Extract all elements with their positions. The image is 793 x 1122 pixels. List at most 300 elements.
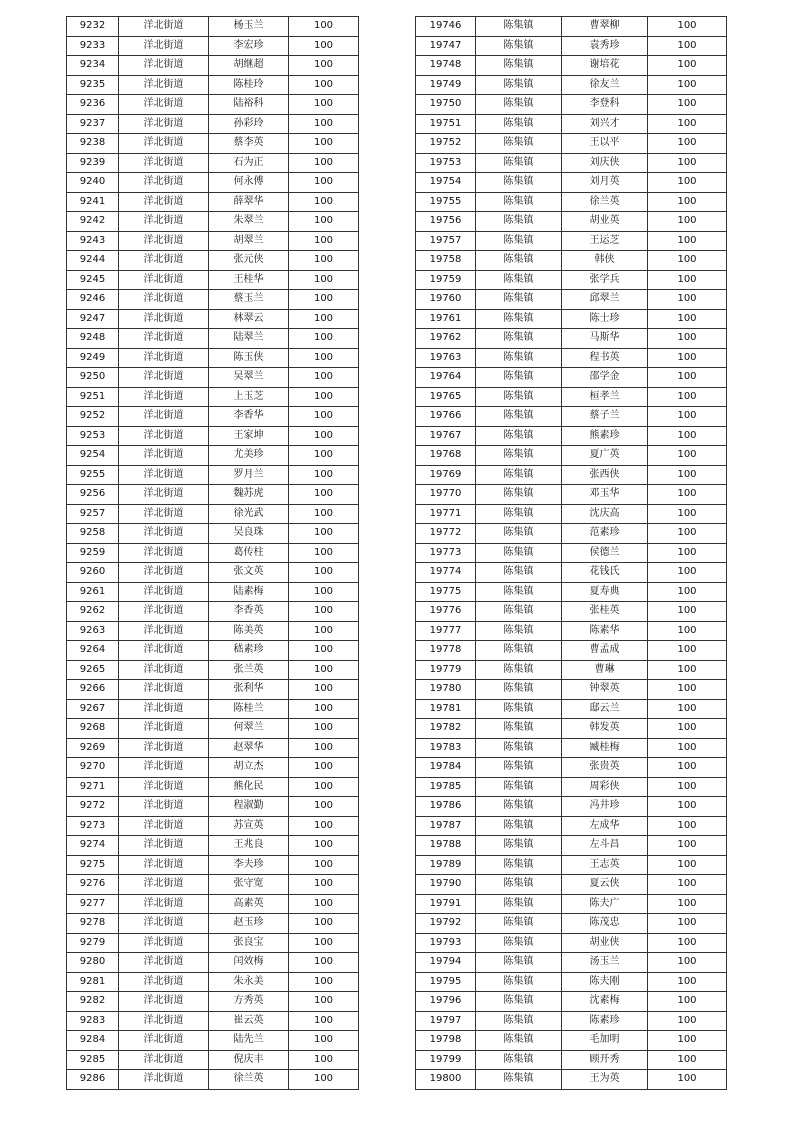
table-row bbox=[416, 465, 727, 485]
township-cell: 洋北街道 bbox=[119, 524, 209, 544]
person-name-cell: 陈夫刚 bbox=[562, 972, 648, 992]
township-cell: 陈集镇 bbox=[476, 212, 562, 232]
amount-cell: 100 bbox=[289, 875, 359, 895]
amount-cell: 100 bbox=[289, 855, 359, 875]
record-number-cell: 19772 bbox=[416, 524, 476, 544]
table-row bbox=[67, 368, 359, 388]
township-cell: 陈集镇 bbox=[476, 329, 562, 349]
amount-cell: 100 bbox=[648, 524, 727, 544]
table-row bbox=[67, 251, 359, 271]
table-row bbox=[67, 660, 359, 680]
record-number-cell: 19749 bbox=[416, 75, 476, 95]
table-row bbox=[416, 602, 727, 622]
amount-cell: 100 bbox=[648, 797, 727, 817]
person-name-cell: 钟翠英 bbox=[562, 680, 648, 700]
record-number-cell: 19794 bbox=[416, 953, 476, 973]
table-row bbox=[416, 738, 727, 758]
amount-cell: 100 bbox=[648, 192, 727, 212]
person-name-cell: 王桂华 bbox=[209, 270, 289, 290]
township-cell: 陈集镇 bbox=[476, 738, 562, 758]
township-cell: 陈集镇 bbox=[476, 56, 562, 76]
table-row bbox=[416, 816, 727, 836]
township-cell: 洋北街道 bbox=[119, 582, 209, 602]
person-name-cell: 陈素珍 bbox=[562, 1011, 648, 1031]
person-name-cell: 熊素珍 bbox=[562, 426, 648, 446]
amount-cell: 100 bbox=[648, 953, 727, 973]
person-name-cell: 沈素梅 bbox=[562, 992, 648, 1012]
township-cell: 陈集镇 bbox=[476, 855, 562, 875]
table-row bbox=[416, 524, 727, 544]
amount-cell: 100 bbox=[648, 875, 727, 895]
record-number-cell: 9233 bbox=[67, 36, 119, 56]
person-name-cell: 何永傅 bbox=[209, 173, 289, 193]
amount-cell: 100 bbox=[648, 173, 727, 193]
amount-cell: 100 bbox=[289, 290, 359, 310]
township-cell: 陈集镇 bbox=[476, 17, 562, 37]
township-cell: 陈集镇 bbox=[476, 602, 562, 622]
amount-cell: 100 bbox=[648, 816, 727, 836]
township-cell: 洋北街道 bbox=[119, 485, 209, 505]
record-number-cell: 9249 bbox=[67, 348, 119, 368]
person-name-cell: 朱永美 bbox=[209, 972, 289, 992]
amount-cell: 100 bbox=[289, 621, 359, 641]
amount-cell: 100 bbox=[648, 660, 727, 680]
record-number-cell: 9266 bbox=[67, 680, 119, 700]
table-row bbox=[67, 953, 359, 973]
table-row bbox=[416, 582, 727, 602]
record-number-cell: 19758 bbox=[416, 251, 476, 271]
amount-cell: 100 bbox=[289, 738, 359, 758]
township-cell: 洋北街道 bbox=[119, 387, 209, 407]
record-number-cell: 19783 bbox=[416, 738, 476, 758]
record-number-cell: 19792 bbox=[416, 914, 476, 934]
ledger-table-right bbox=[415, 16, 727, 1090]
amount-cell: 100 bbox=[289, 75, 359, 95]
table-row bbox=[67, 95, 359, 115]
table-row bbox=[416, 504, 727, 524]
person-name-cell: 夏云侠 bbox=[562, 875, 648, 895]
table-row bbox=[67, 114, 359, 134]
table-row bbox=[67, 231, 359, 251]
township-cell: 陈集镇 bbox=[476, 309, 562, 329]
amount-cell: 100 bbox=[648, 563, 727, 583]
record-number-cell: 9280 bbox=[67, 953, 119, 973]
person-name-cell: 高素英 bbox=[209, 894, 289, 914]
table-row bbox=[67, 1050, 359, 1070]
record-number-cell: 9275 bbox=[67, 855, 119, 875]
table-row bbox=[416, 270, 727, 290]
table-row bbox=[416, 719, 727, 739]
person-name-cell: 徐兰英 bbox=[209, 1070, 289, 1090]
record-number-cell: 19790 bbox=[416, 875, 476, 895]
township-cell: 洋北街道 bbox=[119, 309, 209, 329]
township-cell: 陈集镇 bbox=[476, 777, 562, 797]
person-name-cell: 魏苏虎 bbox=[209, 485, 289, 505]
amount-cell: 100 bbox=[648, 719, 727, 739]
township-cell: 洋北街道 bbox=[119, 407, 209, 427]
person-name-cell: 方秀英 bbox=[209, 992, 289, 1012]
person-name-cell: 毛加明 bbox=[562, 1031, 648, 1051]
person-name-cell: 桓孝兰 bbox=[562, 387, 648, 407]
amount-cell: 100 bbox=[648, 387, 727, 407]
amount-cell: 100 bbox=[289, 329, 359, 349]
table-row bbox=[67, 563, 359, 583]
table-row bbox=[416, 836, 727, 856]
table-row bbox=[67, 1070, 359, 1090]
record-number-cell: 19784 bbox=[416, 758, 476, 778]
township-cell: 陈集镇 bbox=[476, 582, 562, 602]
table-row bbox=[416, 212, 727, 232]
amount-cell: 100 bbox=[648, 1070, 727, 1090]
amount-cell: 100 bbox=[289, 543, 359, 563]
table-row bbox=[416, 446, 727, 466]
record-number-cell: 9268 bbox=[67, 719, 119, 739]
table-row bbox=[416, 699, 727, 719]
township-cell: 陈集镇 bbox=[476, 465, 562, 485]
amount-cell: 100 bbox=[648, 465, 727, 485]
table-row bbox=[67, 894, 359, 914]
record-number-cell: 9241 bbox=[67, 192, 119, 212]
amount-cell: 100 bbox=[289, 251, 359, 271]
amount-cell: 100 bbox=[289, 1050, 359, 1070]
record-number-cell: 9269 bbox=[67, 738, 119, 758]
table-row bbox=[67, 680, 359, 700]
person-name-cell: 张利华 bbox=[209, 680, 289, 700]
township-cell: 洋北街道 bbox=[119, 875, 209, 895]
record-number-cell: 19777 bbox=[416, 621, 476, 641]
table-row bbox=[416, 329, 727, 349]
township-cell: 洋北街道 bbox=[119, 953, 209, 973]
record-number-cell: 9273 bbox=[67, 816, 119, 836]
record-number-cell: 9274 bbox=[67, 836, 119, 856]
amount-cell: 100 bbox=[648, 641, 727, 661]
township-cell: 陈集镇 bbox=[476, 699, 562, 719]
record-number-cell: 9276 bbox=[67, 875, 119, 895]
table-row bbox=[416, 387, 727, 407]
amount-cell: 100 bbox=[648, 894, 727, 914]
township-cell: 洋北街道 bbox=[119, 602, 209, 622]
record-number-cell: 19795 bbox=[416, 972, 476, 992]
table-row bbox=[67, 621, 359, 641]
township-cell: 陈集镇 bbox=[476, 387, 562, 407]
person-name-cell: 曹琳 bbox=[562, 660, 648, 680]
record-number-cell: 19752 bbox=[416, 134, 476, 154]
record-number-cell: 9256 bbox=[67, 485, 119, 505]
table-row bbox=[67, 719, 359, 739]
amount-cell: 100 bbox=[289, 504, 359, 524]
record-number-cell: 19782 bbox=[416, 719, 476, 739]
person-name-cell: 李夫珍 bbox=[209, 855, 289, 875]
table-row bbox=[67, 582, 359, 602]
person-name-cell: 汤玉兰 bbox=[562, 953, 648, 973]
table-row bbox=[67, 309, 359, 329]
township-cell: 洋北街道 bbox=[119, 212, 209, 232]
table-row bbox=[416, 36, 727, 56]
township-cell: 洋北街道 bbox=[119, 1011, 209, 1031]
person-name-cell: 邓玉华 bbox=[562, 485, 648, 505]
amount-cell: 100 bbox=[648, 17, 727, 37]
table-row bbox=[416, 309, 727, 329]
record-number-cell: 19770 bbox=[416, 485, 476, 505]
table-row bbox=[67, 56, 359, 76]
record-number-cell: 9250 bbox=[67, 368, 119, 388]
amount-cell: 100 bbox=[648, 543, 727, 563]
record-number-cell: 9284 bbox=[67, 1031, 119, 1051]
township-cell: 陈集镇 bbox=[476, 368, 562, 388]
table-row bbox=[416, 368, 727, 388]
amount-cell: 100 bbox=[289, 524, 359, 544]
table-row bbox=[67, 426, 359, 446]
person-name-cell: 陈美英 bbox=[209, 621, 289, 641]
township-cell: 洋北街道 bbox=[119, 641, 209, 661]
record-number-cell: 19779 bbox=[416, 660, 476, 680]
township-cell: 陈集镇 bbox=[476, 348, 562, 368]
table-row bbox=[67, 758, 359, 778]
record-number-cell: 19746 bbox=[416, 17, 476, 37]
township-cell: 洋北街道 bbox=[119, 816, 209, 836]
township-cell: 洋北街道 bbox=[119, 36, 209, 56]
table-row bbox=[67, 504, 359, 524]
record-number-cell: 9285 bbox=[67, 1050, 119, 1070]
person-name-cell: 胡业英 bbox=[562, 212, 648, 232]
township-cell: 陈集镇 bbox=[476, 290, 562, 310]
person-name-cell: 刘庆侠 bbox=[562, 153, 648, 173]
township-cell: 陈集镇 bbox=[476, 153, 562, 173]
amount-cell: 100 bbox=[648, 36, 727, 56]
person-name-cell: 倪庆丰 bbox=[209, 1050, 289, 1070]
record-number-cell: 19773 bbox=[416, 543, 476, 563]
township-cell: 陈集镇 bbox=[476, 719, 562, 739]
township-cell: 陈集镇 bbox=[476, 426, 562, 446]
township-cell: 洋北街道 bbox=[119, 914, 209, 934]
table-row bbox=[67, 212, 359, 232]
person-name-cell: 何翠兰 bbox=[209, 719, 289, 739]
table-row bbox=[416, 543, 727, 563]
township-cell: 洋北街道 bbox=[119, 270, 209, 290]
township-cell: 陈集镇 bbox=[476, 192, 562, 212]
record-number-cell: 19761 bbox=[416, 309, 476, 329]
person-name-cell: 薛翠华 bbox=[209, 192, 289, 212]
amount-cell: 100 bbox=[289, 758, 359, 778]
person-name-cell: 徐友兰 bbox=[562, 75, 648, 95]
table-row bbox=[67, 543, 359, 563]
record-number-cell: 19774 bbox=[416, 563, 476, 583]
record-number-cell: 9262 bbox=[67, 602, 119, 622]
person-name-cell: 陆翠兰 bbox=[209, 329, 289, 349]
township-cell: 洋北街道 bbox=[119, 894, 209, 914]
amount-cell: 100 bbox=[289, 485, 359, 505]
township-cell: 洋北街道 bbox=[119, 933, 209, 953]
amount-cell: 100 bbox=[289, 368, 359, 388]
record-number-cell: 9253 bbox=[67, 426, 119, 446]
record-number-cell: 19787 bbox=[416, 816, 476, 836]
table-row bbox=[67, 602, 359, 622]
record-number-cell: 19750 bbox=[416, 95, 476, 115]
record-number-cell: 19756 bbox=[416, 212, 476, 232]
amount-cell: 100 bbox=[289, 446, 359, 466]
table-row bbox=[416, 855, 727, 875]
amount-cell: 100 bbox=[648, 914, 727, 934]
amount-cell: 100 bbox=[648, 329, 727, 349]
amount-cell: 100 bbox=[289, 719, 359, 739]
table-row bbox=[416, 621, 727, 641]
person-name-cell: 嵇素珍 bbox=[209, 641, 289, 661]
amount-cell: 100 bbox=[289, 777, 359, 797]
person-name-cell: 朱翠兰 bbox=[209, 212, 289, 232]
record-number-cell: 19771 bbox=[416, 504, 476, 524]
record-number-cell: 9237 bbox=[67, 114, 119, 134]
record-number-cell: 9243 bbox=[67, 231, 119, 251]
record-number-cell: 19765 bbox=[416, 387, 476, 407]
person-name-cell: 闰效梅 bbox=[209, 953, 289, 973]
person-name-cell: 张学兵 bbox=[562, 270, 648, 290]
township-cell: 洋北街道 bbox=[119, 777, 209, 797]
township-cell: 洋北街道 bbox=[119, 231, 209, 251]
table-row bbox=[67, 777, 359, 797]
amount-cell: 100 bbox=[289, 309, 359, 329]
record-number-cell: 19757 bbox=[416, 231, 476, 251]
table-row bbox=[416, 1011, 727, 1031]
table-row bbox=[416, 485, 727, 505]
table-row bbox=[67, 933, 359, 953]
record-number-cell: 9244 bbox=[67, 251, 119, 271]
table-row bbox=[67, 75, 359, 95]
table-row bbox=[67, 1031, 359, 1051]
person-name-cell: 马斯华 bbox=[562, 329, 648, 349]
amount-cell: 100 bbox=[289, 114, 359, 134]
township-cell: 陈集镇 bbox=[476, 758, 562, 778]
township-cell: 陈集镇 bbox=[476, 914, 562, 934]
table-row bbox=[416, 875, 727, 895]
person-name-cell: 袁秀珍 bbox=[562, 36, 648, 56]
record-number-cell: 19791 bbox=[416, 894, 476, 914]
township-cell: 洋北街道 bbox=[119, 56, 209, 76]
amount-cell: 100 bbox=[289, 426, 359, 446]
person-name-cell: 曹翠柳 bbox=[562, 17, 648, 37]
township-cell: 洋北街道 bbox=[119, 329, 209, 349]
record-number-cell: 9238 bbox=[67, 134, 119, 154]
amount-cell: 100 bbox=[648, 114, 727, 134]
table-row bbox=[416, 114, 727, 134]
person-name-cell: 熊化民 bbox=[209, 777, 289, 797]
person-name-cell: 刘兴才 bbox=[562, 114, 648, 134]
table-row bbox=[67, 134, 359, 154]
table-row bbox=[67, 387, 359, 407]
record-number-cell: 9232 bbox=[67, 17, 119, 37]
record-number-cell: 9245 bbox=[67, 270, 119, 290]
record-number-cell: 19766 bbox=[416, 407, 476, 427]
township-cell: 陈集镇 bbox=[476, 485, 562, 505]
amount-cell: 100 bbox=[289, 816, 359, 836]
record-number-cell: 9242 bbox=[67, 212, 119, 232]
amount-cell: 100 bbox=[648, 582, 727, 602]
record-number-cell: 19767 bbox=[416, 426, 476, 446]
amount-cell: 100 bbox=[289, 56, 359, 76]
amount-cell: 100 bbox=[648, 251, 727, 271]
record-number-cell: 9257 bbox=[67, 504, 119, 524]
table-row bbox=[416, 17, 727, 37]
township-cell: 陈集镇 bbox=[476, 114, 562, 134]
amount-cell: 100 bbox=[289, 641, 359, 661]
person-name-cell: 邱翠兰 bbox=[562, 290, 648, 310]
table-row bbox=[416, 426, 727, 446]
person-name-cell: 赵玉珍 bbox=[209, 914, 289, 934]
person-name-cell: 胡翠兰 bbox=[209, 231, 289, 251]
township-cell: 洋北街道 bbox=[119, 836, 209, 856]
amount-cell: 100 bbox=[648, 1050, 727, 1070]
table-row bbox=[416, 992, 727, 1012]
amount-cell: 100 bbox=[648, 309, 727, 329]
township-cell: 陈集镇 bbox=[476, 75, 562, 95]
township-cell: 陈集镇 bbox=[476, 1050, 562, 1070]
amount-cell: 100 bbox=[289, 582, 359, 602]
table-row bbox=[416, 153, 727, 173]
township-cell: 洋北街道 bbox=[119, 290, 209, 310]
table-row bbox=[416, 972, 727, 992]
township-cell: 陈集镇 bbox=[476, 797, 562, 817]
table-row bbox=[67, 36, 359, 56]
township-cell: 洋北街道 bbox=[119, 738, 209, 758]
person-name-cell: 刘月英 bbox=[562, 173, 648, 193]
person-name-cell: 张西侠 bbox=[562, 465, 648, 485]
table-row bbox=[67, 465, 359, 485]
table-row bbox=[67, 641, 359, 661]
amount-cell: 100 bbox=[648, 407, 727, 427]
amount-cell: 100 bbox=[289, 563, 359, 583]
table-row bbox=[416, 95, 727, 115]
table-row bbox=[416, 407, 727, 427]
record-number-cell: 19786 bbox=[416, 797, 476, 817]
person-name-cell: 张良宝 bbox=[209, 933, 289, 953]
township-cell: 陈集镇 bbox=[476, 875, 562, 895]
amount-cell: 100 bbox=[648, 972, 727, 992]
amount-cell: 100 bbox=[289, 797, 359, 817]
record-number-cell: 19780 bbox=[416, 680, 476, 700]
table-row bbox=[416, 251, 727, 271]
record-number-cell: 9247 bbox=[67, 309, 119, 329]
table-row bbox=[416, 660, 727, 680]
person-name-cell: 张文英 bbox=[209, 563, 289, 583]
township-cell: 洋北街道 bbox=[119, 699, 209, 719]
amount-cell: 100 bbox=[648, 855, 727, 875]
person-name-cell: 王以平 bbox=[562, 134, 648, 154]
amount-cell: 100 bbox=[648, 95, 727, 115]
table-row bbox=[416, 348, 727, 368]
township-cell: 陈集镇 bbox=[476, 524, 562, 544]
person-name-cell: 胡立杰 bbox=[209, 758, 289, 778]
amount-cell: 100 bbox=[648, 504, 727, 524]
amount-cell: 100 bbox=[289, 972, 359, 992]
amount-cell: 100 bbox=[289, 173, 359, 193]
person-name-cell: 林翠云 bbox=[209, 309, 289, 329]
table-row bbox=[67, 992, 359, 1012]
amount-cell: 100 bbox=[648, 602, 727, 622]
person-name-cell: 孙彩玲 bbox=[209, 114, 289, 134]
table-row bbox=[416, 290, 727, 310]
table-row bbox=[416, 933, 727, 953]
township-cell: 陈集镇 bbox=[476, 992, 562, 1012]
township-cell: 陈集镇 bbox=[476, 446, 562, 466]
township-cell: 洋北街道 bbox=[119, 758, 209, 778]
person-name-cell: 冯井珍 bbox=[562, 797, 648, 817]
amount-cell: 100 bbox=[289, 387, 359, 407]
record-number-cell: 19776 bbox=[416, 602, 476, 622]
township-cell: 陈集镇 bbox=[476, 36, 562, 56]
person-name-cell: 张守宽 bbox=[209, 875, 289, 895]
amount-cell: 100 bbox=[648, 56, 727, 76]
table-row bbox=[67, 485, 359, 505]
amount-cell: 100 bbox=[289, 153, 359, 173]
